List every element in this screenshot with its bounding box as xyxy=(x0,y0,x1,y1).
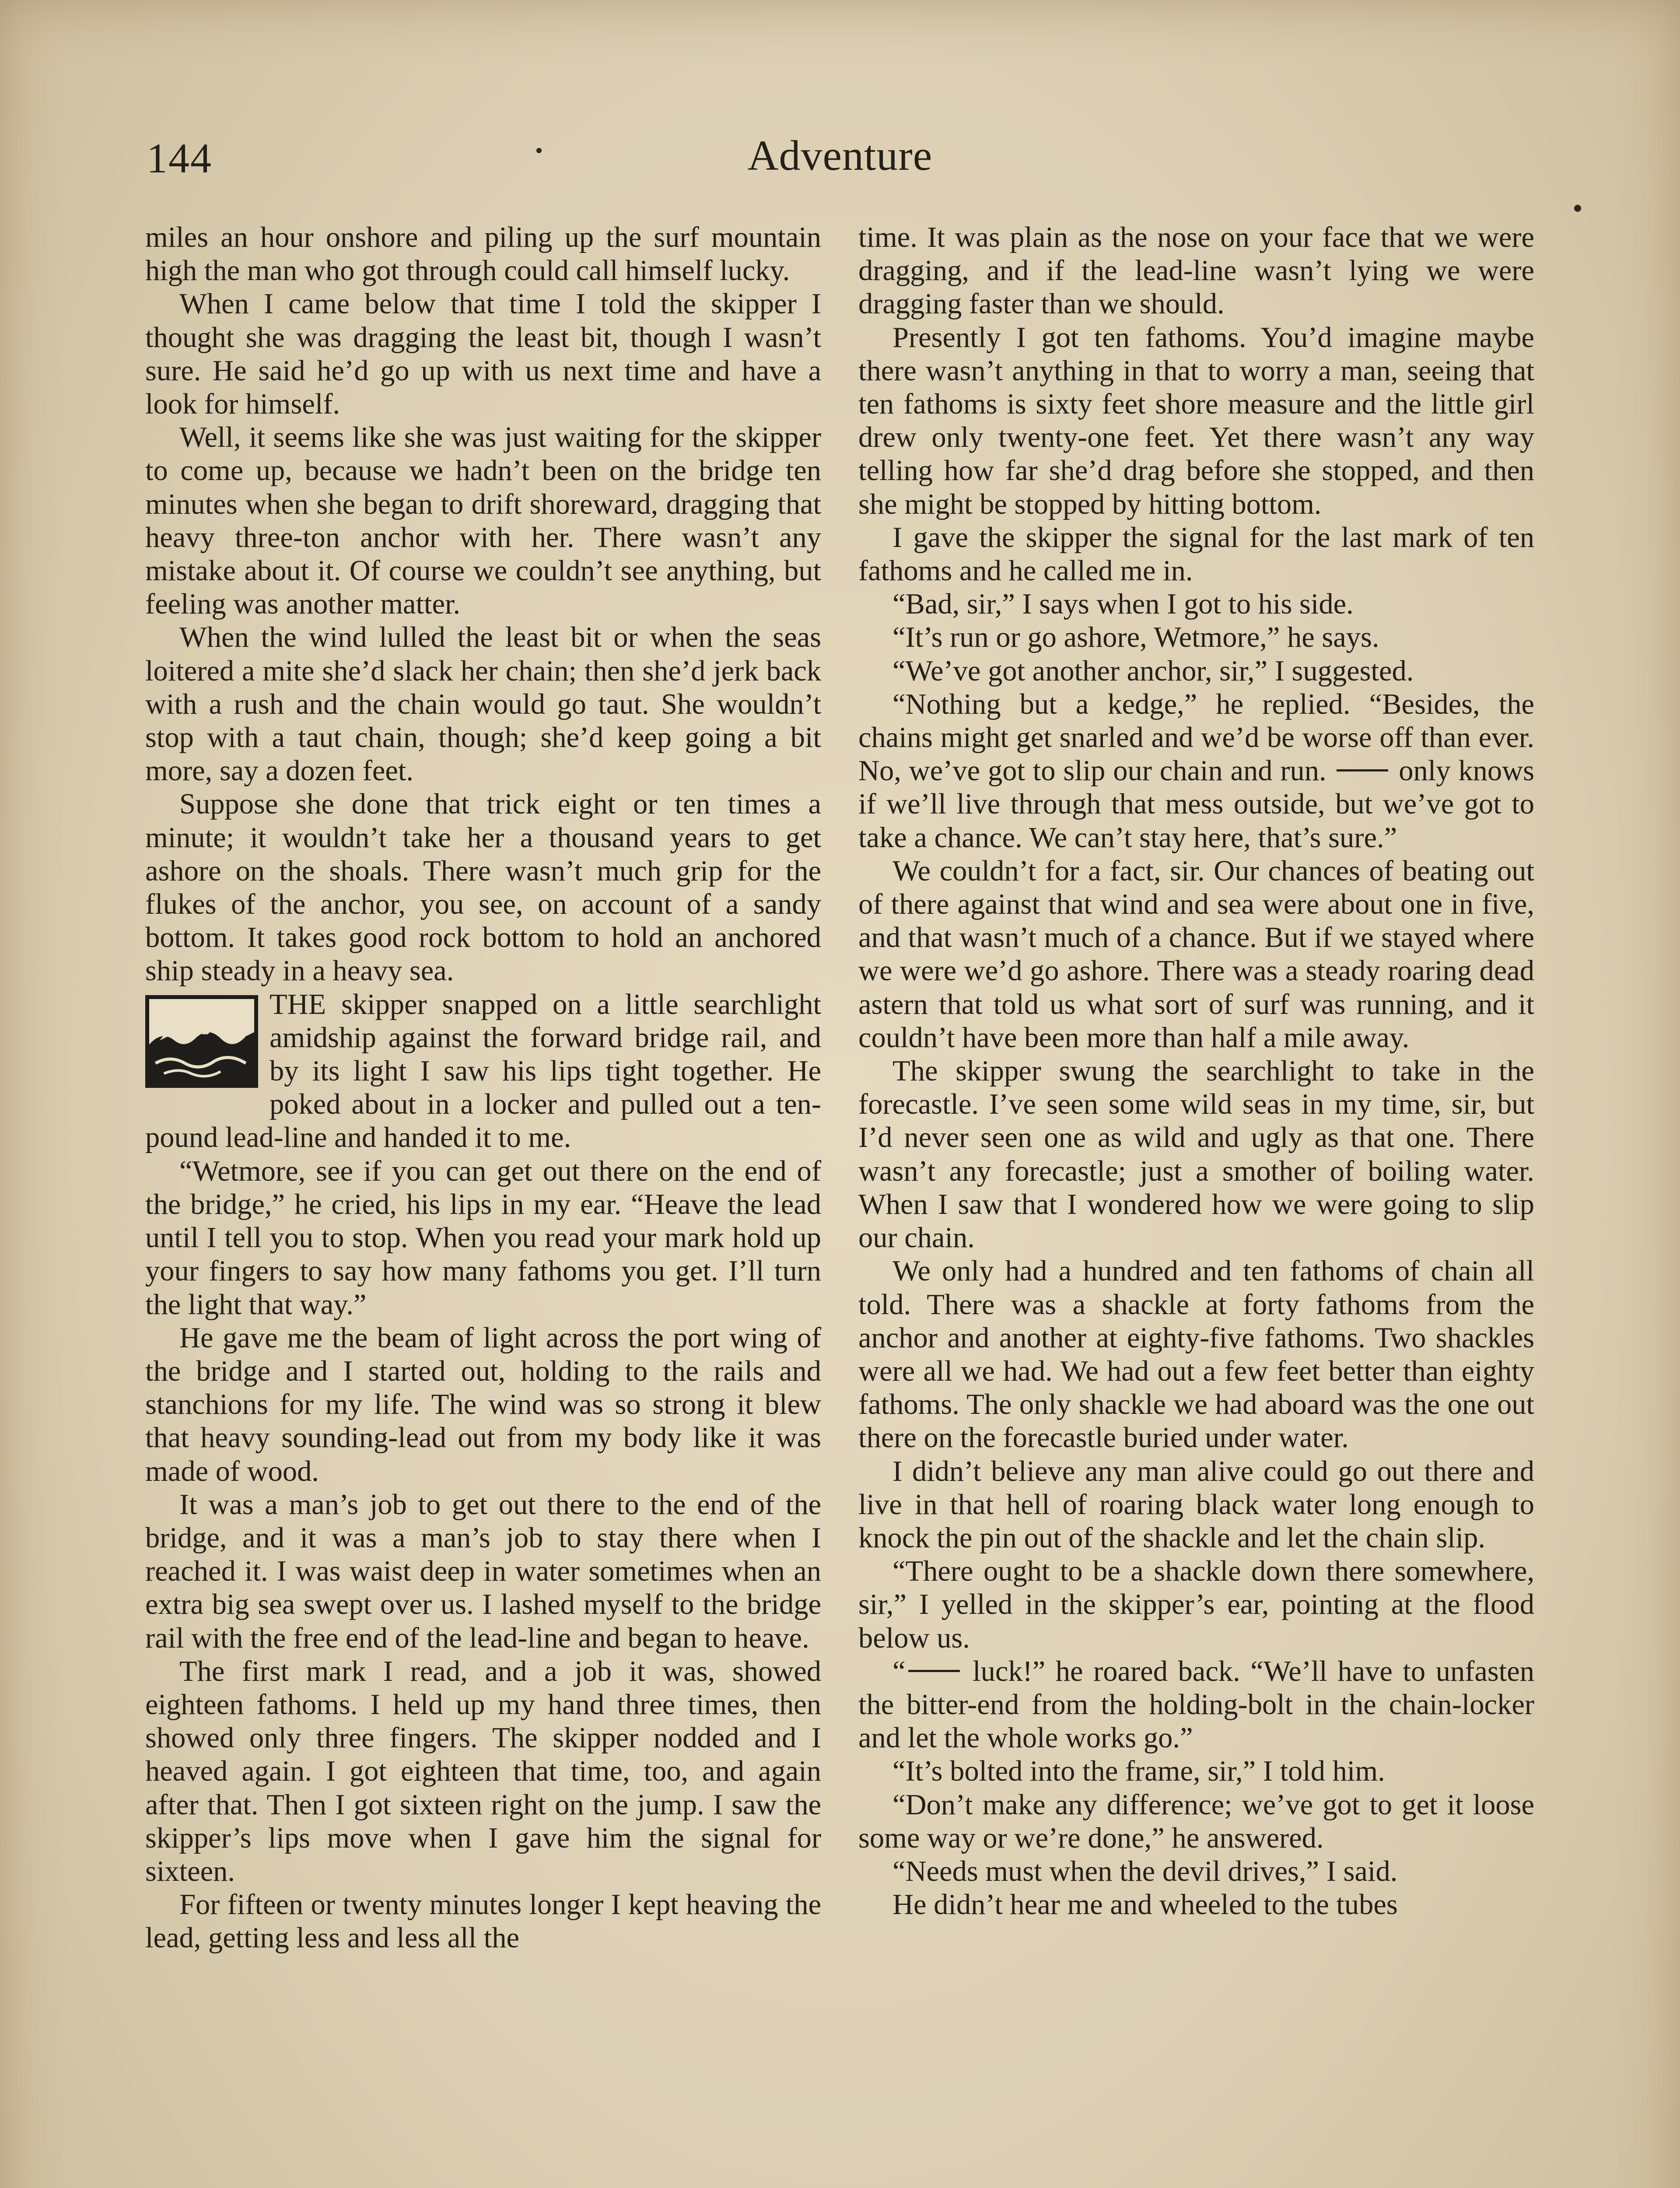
left-column xyxy=(145,221,821,1955)
ink-speck xyxy=(1574,205,1581,212)
paragraph: We couldn’t for a fact, sir. Our chances of beating out of there against that wind and sea were about one in five, and that wasn’t much of a chance. But if we stayed where we were we’d go ashore. There was a steady roaring dead astern that told us what sort of surf was running, and it couldn’t have been more than half a mile away. xyxy=(858,855,1534,1054)
paragraph: miles an hour onshore and piling up the surf mountain high the man who got through could call himself lucky. xyxy=(145,221,821,287)
paragraph: Presently I got ten fathoms. You’d imagine maybe there wasn’t anything in that to worry a man, seeing that ten fathoms is sixty feet shore measure and the little girl drew only twenty-one feet. Yet there wasn’t any way telling how far she’d drag before she stopped, and then she might be stopped by hitting bottom. xyxy=(858,321,1534,520)
text-segment: luck!” he roared back. “We’ll have to unfasten the bitter-end from the holding-bolt in the chain-locker and let the whole works go.” xyxy=(858,1655,1534,1754)
paragraph: “Needs must when the devil drives,” I said. xyxy=(892,1855,1398,1887)
page-number: 144 xyxy=(147,135,212,182)
paragraph: Well, it seems like she was just waiting for the skipper to come up, because we hadn’t been on the bridge ten minutes when she began to drift shoreward, dragging that heavy three-ton anchor with her. There wasn’t any mistake about it. Of course we couldn’t see anything, but feeling was another matter. xyxy=(145,421,821,621)
ocean-waves-icon xyxy=(145,995,258,1088)
text-segment: “Nothing but a kedge,” he replied. “Besides, the chains might get snarled and we’d be worse off than ever. No, we’ve got to slip our chain and run. xyxy=(858,688,1534,787)
paragraph: THE skipper snapped on a little searchlight amidship against the forward bridge rail, and by its light I saw his lips tight together. He poked about in a locker and pulled out a ten-pound lead-line and handed it to me. xyxy=(145,988,821,1154)
page-header xyxy=(147,131,1533,188)
paragraph: For fifteen or twenty minutes longer I kept heaving the lead, getting less and less all the xyxy=(145,1889,821,1954)
paragraph: “It’s bolted into the frame, sir,” I told him. xyxy=(892,1755,1385,1788)
paragraph: When I came below that time I told the skipper I thought she was dragging the least bit, though I wasn’t sure. He said he’d go up with us next time and have a look for himself. xyxy=(145,288,821,421)
ink-speck xyxy=(536,148,542,153)
paragraph: The skipper swung the searchlight to take in the forecastle. I’ve seen some wild seas in my time, sir, but I’d never seen one as wild and ugly as that one. There wasn’t any forecastle; just a smother of boiling water. When I saw that I wondered how we were going to slip our chain. xyxy=(858,1055,1534,1254)
paragraph: “Bad, sir,” I says when I got to his side. xyxy=(892,588,1354,621)
paragraph: “It’s run or go ashore, Wetmore,” he says. xyxy=(892,621,1379,654)
paragraph: “Don’t make any difference; we’ve got to get it loose some way or we’re done,” he answered. xyxy=(858,1788,1534,1854)
paragraph: I didn’t believe any man alive could go out there and live in that hell of roaring black water long enough to knock the pin out of the shackle and let the chain slip. xyxy=(858,1455,1534,1554)
running-title: Adventure xyxy=(747,132,933,179)
text-segment: only knows if we’ll live through that mess outside, but we’ve got to take a chance. We can’t stay here, that’s sure.” xyxy=(858,755,1534,854)
paragraph: Suppose she done that trick eight or ten times a minute; it wouldn’t take her a thousand years to get ashore on the shoals. There wasn’t much grip for the flukes of the anchor, you see, on account of a sandy bottom. It takes good rock bottom to hold an anchored ship steady in a heavy sea. xyxy=(145,788,821,987)
paragraph: “We’ve got another anchor, sir,” I suggested. xyxy=(892,655,1414,687)
paragraph: I gave the skipper the signal for the last mark of ten fathoms and he called me in. xyxy=(858,521,1534,587)
paragraph: “Wetmore, see if you can get out there on the end of the bridge,” he cried, his lips in my ear. “Heave the lead until I tell you to stop. When you read your mark hold up your fingers to say how many fathoms you get. I’ll turn the light that way.” xyxy=(145,1155,821,1321)
text-segment: “ xyxy=(892,1655,906,1687)
right-column xyxy=(858,221,1534,1922)
paragraph: The first mark I read, and a job it was, showed eighteen fathoms. I held up my hand three times, then showed only three fingers. The skipper nodded and I heaved again. I got eighteen that time, too, and again after that. Then I got sixteen right on the jump. I saw the skipper’s lips move when I gave him the signal for sixteen. xyxy=(145,1655,821,1887)
paragraph: It was a man’s job to get out there to the end of the bridge, and it was a man’s job to stay there when I reached it. I was waist deep in water sometimes when an extra big sea swept over us. I lashed myself to the bridge rail with the free end of the lead-line and began to heave. xyxy=(145,1488,821,1654)
wave-ornament xyxy=(149,999,254,1084)
paragraph: When the wind lulled the least bit or when the seas loitered a mite she’d slack her chain; then she’d jerk back with a rush and the chain would go taut. She wouldn’t stop with a taut chain, though; she’d keep going a bit more, say a dozen feet. xyxy=(145,621,821,787)
censored-dash xyxy=(908,1670,960,1672)
paragraph: He gave me the beam of light across the port wing of the bridge and I started out, holding to the rails and stanchions for my life. The wind was so strong it blew that heavy sounding-lead out from my body like it was made of wood. xyxy=(145,1322,821,1487)
paragraph xyxy=(858,688,1534,855)
censored-dash xyxy=(1337,769,1388,771)
paragraph: time. It was plain as the nose on your face that we were dragging, and if the lead-line wasn’t lying we were dragging faster than we should. xyxy=(858,221,1534,320)
paragraph: He didn’t hear me and wheeled to the tubes xyxy=(892,1889,1398,1921)
paragraph: We only had a hundred and ten fathoms of chain all told. There was a shackle at forty fathoms from the anchor and another at eighty-five fathoms. Two shackles were all we had. We had out a few feet better than eighty fathoms. The only shackle we had aboard was the one out there on the forecastle buried under water. xyxy=(858,1255,1534,1454)
paragraph: “There ought to be a shackle down there somewhere, sir,” I yelled in the skipper’s ear, pointing at the flood below us. xyxy=(858,1555,1534,1654)
paragraph xyxy=(858,1655,1534,1755)
section-break xyxy=(145,988,821,1155)
